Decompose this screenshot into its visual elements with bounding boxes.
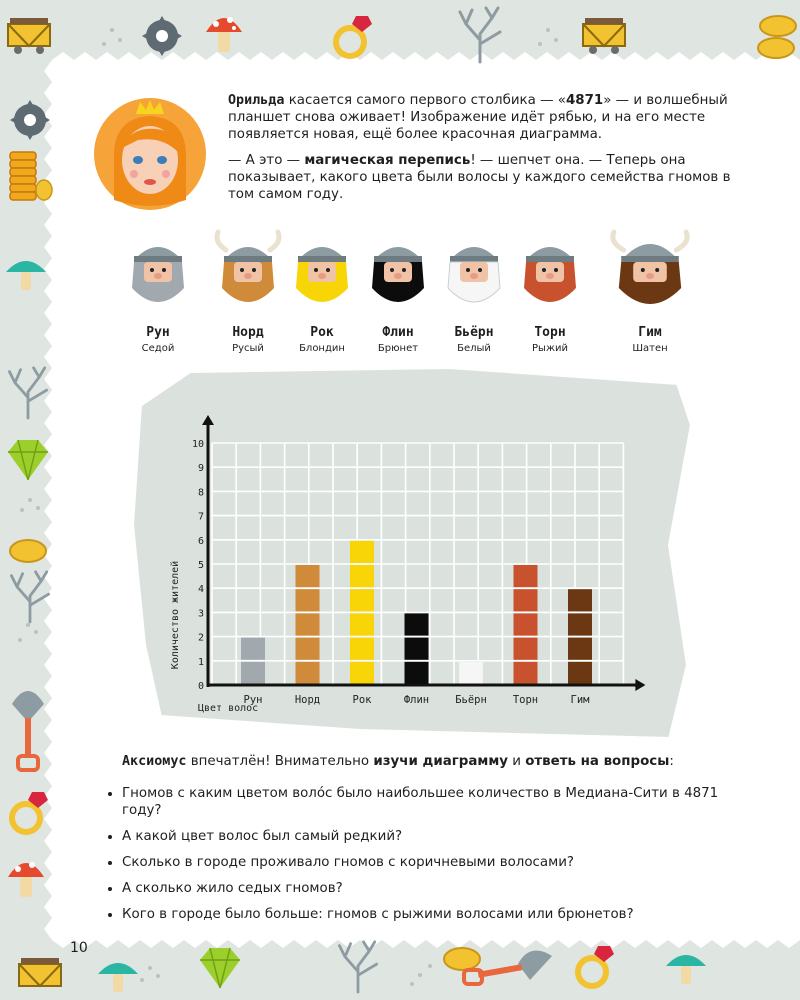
lead-bold: ответь на вопросы — [525, 754, 670, 769]
bar-segment — [459, 662, 483, 684]
bar-segment — [514, 638, 538, 660]
bar-segment — [514, 613, 538, 635]
bar-Флин — [405, 613, 429, 684]
bar-segment — [405, 613, 429, 635]
lead-text: и — [508, 754, 526, 769]
bar-segment — [350, 613, 374, 635]
y-axis-label: Количество жителей — [170, 560, 181, 670]
intro-text: касается самого первого столбика — « — [284, 93, 566, 108]
gnome-name: Гим — [638, 325, 662, 340]
intro-paragraph-2 — [228, 152, 738, 203]
bar-Норд — [296, 565, 320, 684]
x-tick-label: Рок — [352, 694, 372, 706]
y-tick-label: 7 — [197, 511, 204, 523]
intro-text: » — и волшебный планшет снова оживает! Изображение идёт рябью, и на его месте появляется новая, ещё более красочная диаграмма. — [228, 93, 728, 142]
question-item: • Сколько в городе проживало гномов с коричневыми волосами? — [122, 854, 722, 871]
x-axis-label: Цвет волос — [198, 703, 259, 714]
bar-segment — [568, 613, 592, 635]
bar-segment — [568, 638, 592, 660]
gnome-hair-color: Белый — [457, 343, 491, 354]
bar-segment — [405, 638, 429, 660]
gnome-portrait-6 — [613, 232, 687, 304]
gnome-name: Бьёрн — [454, 325, 494, 340]
gnome-portrait-4 — [448, 247, 500, 302]
gnome-name: Флин — [382, 325, 414, 340]
x-tick-label: Бьёрн — [455, 694, 487, 706]
character-name: Орильда — [228, 93, 285, 108]
questions-lead — [122, 754, 742, 769]
page-number: 10 — [70, 940, 88, 956]
bar-segment — [405, 662, 429, 684]
hair-color-chart — [150, 400, 670, 720]
bar-segment — [241, 662, 265, 684]
bar-segment — [350, 565, 374, 587]
character-name: Аксиомус — [122, 754, 187, 769]
y-axis-arrow — [202, 415, 214, 425]
bar-segment — [514, 565, 538, 587]
bar-Торн — [514, 565, 538, 684]
gnome-name: Торн — [534, 325, 566, 340]
gnome-hair-color: Седой — [141, 343, 175, 354]
gnome-hair-color: Шатен — [632, 343, 668, 354]
bar-segment — [568, 589, 592, 611]
bar-segment — [350, 589, 374, 611]
gnome-hair-color: Брюнет — [377, 343, 419, 354]
bar-segment — [296, 613, 320, 635]
intro-paragraph-1 — [228, 92, 738, 143]
x-tick-label: Рун — [243, 694, 263, 706]
bar-segment — [350, 662, 374, 684]
question-item: • А сколько жило седых гномов? — [122, 880, 722, 897]
x-tick-label: Гим — [570, 694, 590, 706]
gnome-hair-color: Блондин — [299, 343, 345, 354]
gnome-portrait-5 — [524, 247, 576, 302]
lead-text: : — [669, 754, 674, 769]
gnome-portrait-0 — [132, 247, 184, 302]
x-axis-arrow — [635, 679, 645, 691]
bar-Бьёрн — [459, 662, 483, 684]
gnome-portrait-1 — [217, 232, 279, 302]
questions-list — [102, 785, 722, 932]
y-tick-label: 4 — [197, 584, 204, 596]
princess-avatar — [92, 96, 208, 212]
gnome-name: Норд — [232, 325, 264, 340]
x-tick-label: Торн — [512, 694, 539, 706]
gnome-name: Рок — [310, 325, 334, 340]
bar-segment — [296, 662, 320, 684]
y-tick-label: 6 — [197, 535, 204, 547]
y-tick-label: 8 — [197, 487, 204, 499]
question-item: • А какой цвет волос был самый редкий? — [122, 828, 722, 845]
gnome-portraits — [110, 228, 710, 318]
lead-text: впечатлён! Внимательно — [186, 754, 374, 769]
intro-text: — А это — — [228, 153, 305, 168]
x-tick-label: Флин — [403, 694, 430, 706]
y-tick-label: 1 — [197, 656, 204, 668]
y-tick-label: 10 — [191, 439, 204, 450]
census-highlight: магическая перепись — [304, 153, 471, 168]
gnome-portrait-2 — [296, 247, 348, 302]
y-tick-label: 9 — [197, 463, 204, 475]
bar-segment — [350, 638, 374, 660]
bar-segment — [514, 589, 538, 611]
bar-segment — [568, 662, 592, 684]
intro-text: ! — шепчет она. — Теперь она показывает, какого цвета были волосы у каждого семейства гномов в том самом году. — [228, 153, 731, 202]
bar-segment — [296, 638, 320, 660]
bar-segment — [350, 541, 374, 563]
gnome-hair-color: Русый — [232, 343, 264, 354]
question-item: • Гномов с каким цветом воло́с было наибольшее количество в Медиана-Сити в 4871 году? — [122, 785, 722, 819]
y-tick-label: 5 — [197, 560, 204, 571]
bar-segment — [296, 565, 320, 587]
gnome-portrait-3 — [372, 247, 424, 302]
y-tick-label: 0 — [197, 681, 204, 692]
gnome-name: Рун — [146, 325, 170, 340]
x-tick-label: Норд — [294, 694, 321, 706]
bar-segment — [241, 638, 265, 660]
question-item: • Кого в городе было больше: гномов с рыжими волосами или брюнетов? — [122, 906, 722, 923]
bar-segment — [296, 589, 320, 611]
lead-bold: изучи диаграмму — [373, 754, 508, 769]
y-tick-label: 3 — [197, 608, 204, 620]
y-tick-label: 2 — [197, 632, 204, 644]
bar-segment — [514, 662, 538, 684]
year-highlight: 4871 — [565, 93, 604, 108]
gnome-hair-color: Рыжий — [532, 343, 568, 354]
